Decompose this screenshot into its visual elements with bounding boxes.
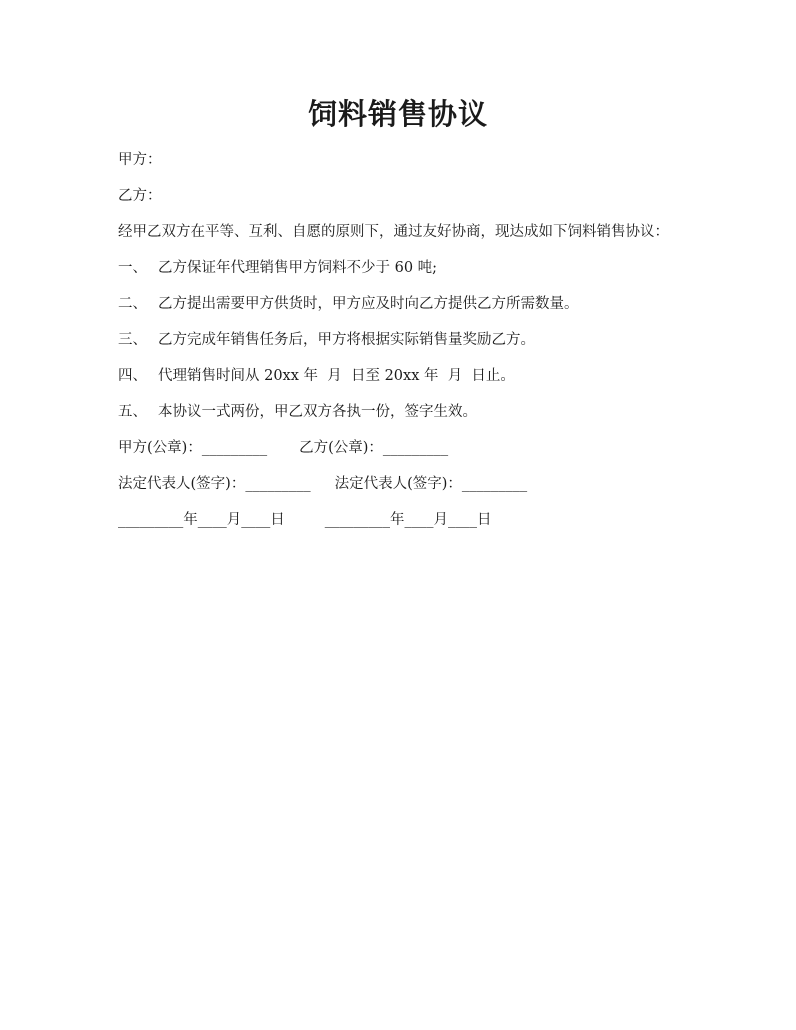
clause-item xyxy=(118,364,683,388)
party-a-seal: 甲方(公章)：_________ xyxy=(118,440,268,456)
party-a-line: 甲方： xyxy=(118,152,162,168)
party-a-date: _________年____月____日 xyxy=(118,512,285,528)
party-b-seal: 乙方(公章)：_________ xyxy=(299,440,449,456)
clause-item xyxy=(118,256,683,280)
document-title: 饲料销售协议 xyxy=(307,97,488,131)
clause-text: 乙方完成年销售任务后，甲方将根据实际销售量奖励乙方。 xyxy=(158,332,535,348)
representative-row xyxy=(118,472,683,496)
document-body xyxy=(118,148,683,544)
clause-number: 三、 xyxy=(118,332,147,348)
party-b-representative: 法定代表人(签字)：_________ xyxy=(334,476,528,492)
party-b-line: 乙方： xyxy=(118,188,162,204)
party-b-date: _________年____月____日 xyxy=(324,512,492,528)
clause-text: 乙方保证年代理销售甲方饲料不少于 60 吨; xyxy=(158,260,438,276)
clause-number: 二、 xyxy=(118,296,147,312)
party-a-representative: 法定代表人(签字)：_________ xyxy=(118,476,311,492)
clause-item xyxy=(118,400,683,424)
clause-item xyxy=(118,328,683,352)
seal-row xyxy=(118,436,683,460)
clause-number: 一、 xyxy=(118,260,147,276)
date-row xyxy=(118,508,683,532)
clause-number: 四、 xyxy=(118,368,147,384)
clause-item xyxy=(118,292,683,316)
clause-text: 乙方提出需要甲方供货时，甲方应及时向乙方提供乙方所需数量。 xyxy=(158,296,579,312)
clause-text: 本协议一式两份，甲乙双方各执一份，签字生效。 xyxy=(158,404,477,420)
clause-number: 五、 xyxy=(118,404,147,420)
clause-text: 代理销售时间从 20xx 年 月 日至 20xx 年 月 日止。 xyxy=(158,368,515,384)
intro-paragraph: 经甲乙双方在平等、互利、自愿的原则下，通过友好协商，现达成如下饲料销售协议： xyxy=(118,224,669,240)
